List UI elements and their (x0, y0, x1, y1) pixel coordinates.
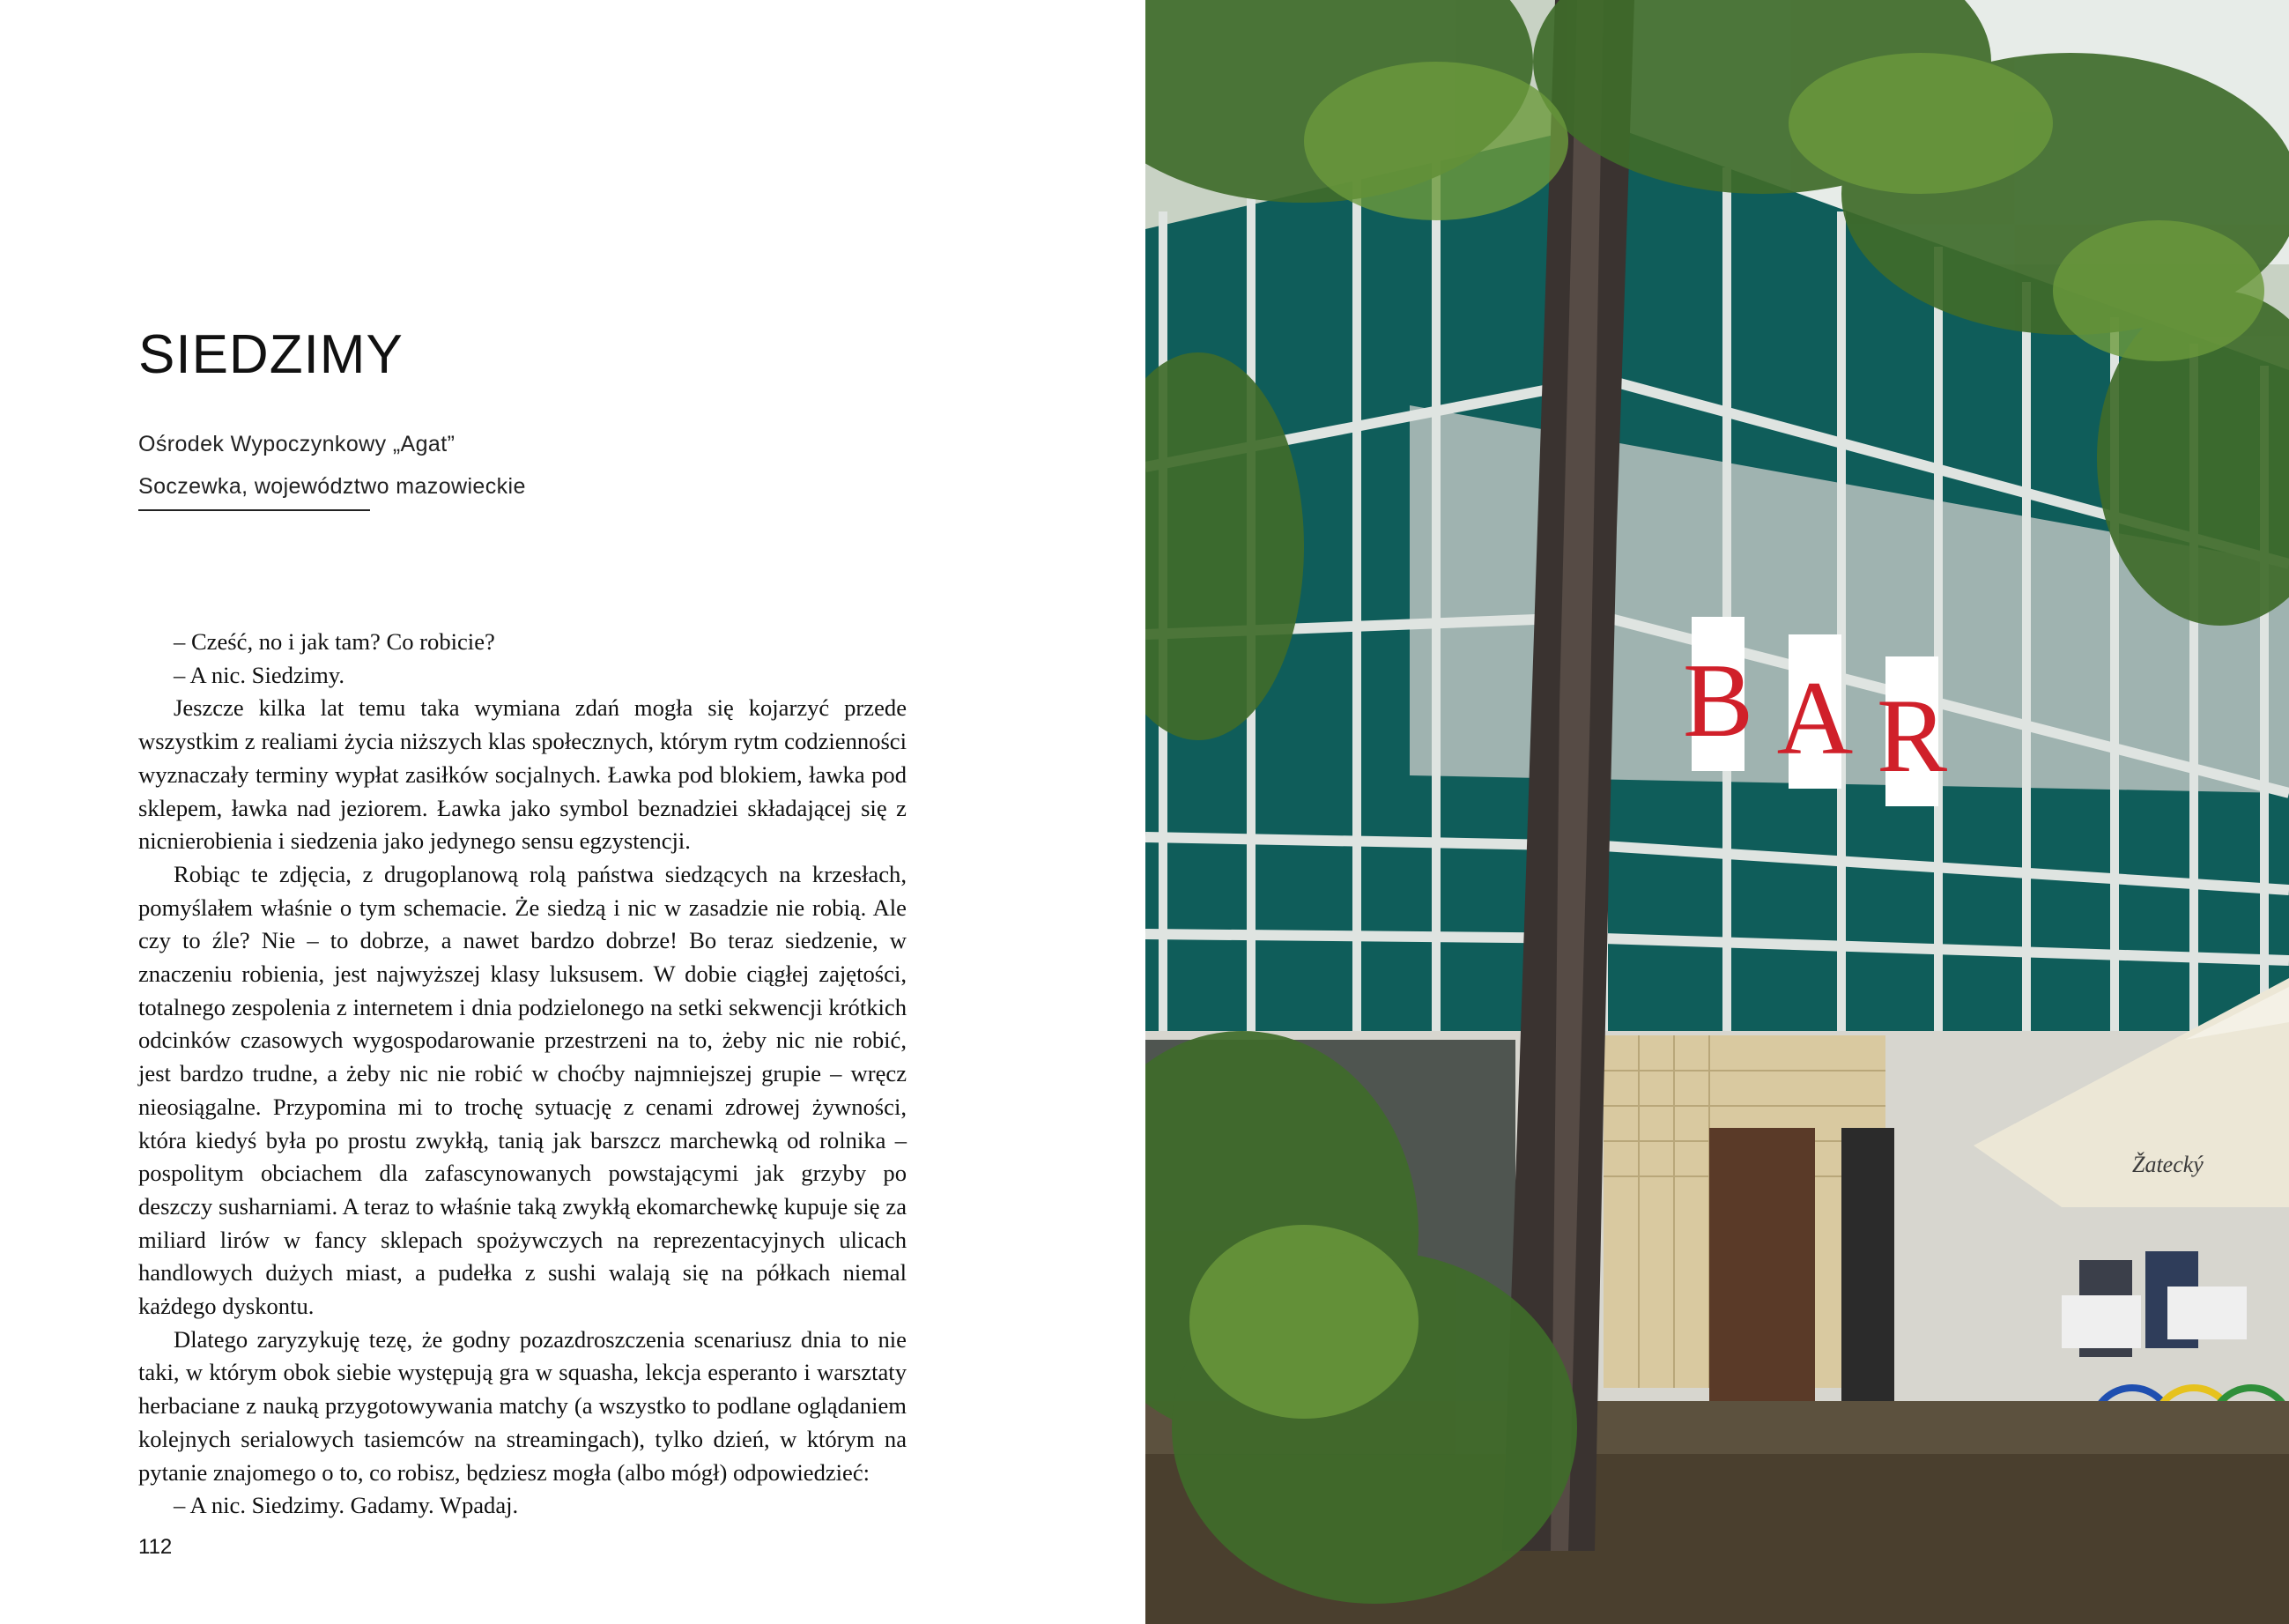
sign-letter-r: R (1876, 677, 1948, 794)
paragraph: Dlatego zaryzykuję tezę, że godny pozazdroszczenia scenariusz dnia to nie taki, w którym obok siebie występują gra w squasha, lekcja esperanto i warsztaty herbaciane z nauką przygotowywania matchy (a wszystko to podlane oglądaniem kolejnych serialowych tasiemców na streamingach), tylko dzień, w którym na pytanie znajomego o to, co robisz, będziesz mogła (albo mógł) odpowiedzieć: (138, 1325, 907, 1486)
sign-letter-a: A (1776, 659, 1854, 776)
page-title: SIEDZIMY (138, 324, 404, 385)
paragraph: – Cześć, no i jak tam? Co robicie? (174, 628, 495, 655)
subtitle (138, 423, 526, 508)
building-photo (1145, 0, 2289, 1624)
article-body (138, 626, 907, 1523)
umbrella-brand: Žatecký (2132, 1152, 2204, 1177)
subtitle-place: Ośrodek Wypoczynkowy „Agat” (138, 432, 456, 456)
paragraph: Jeszcze kilka lat temu taka wymiana zdań mogła się kojarzyć przede wszystkim z realiami życia niższych klas społecznych, którym rytm codzienności wyznaczały terminy wypłat zasiłków socjalnych. Ławka pod blokiem, ławka pod sklepem, ławka nad jeziorem. Ławka jako symbol beznadziei składającej się z nicnierobienia i siedzenia jako jedynego sensu egzystencji. (138, 694, 907, 855)
title-divider (138, 509, 370, 511)
subtitle-location: Soczewka, województwo mazowieckie (138, 474, 526, 499)
entrance-door (1709, 1128, 1815, 1410)
sign-letter-b: B (1682, 641, 1754, 759)
paragraph: – A nic. Siedzimy. Gadamy. Wpadaj. (174, 1492, 519, 1519)
page-number: 112 (138, 1535, 173, 1559)
paragraph: Robiąc te zdjęcia, z drugoplanową rolą państwa siedzących na krzesłach, pomyślałem właśnie o tym schemacie. Że siedzą i nic w zasadzie nie robią. Ale czy to źle? Nie – to dobrze, a nawet bardzo dobrze! Bo teraz siedzenie, w znaczeniu robienia, jest najwyższej klasy luksusem. W dobie ciągłej zajętości, totalnego zespolenia z internetem i dnia podzielonego na setki sekwencji krótkich odcinków czasowych wygospodarowanie przestrzeni na to, żeby nic nie robić, jest bardzo trudne, a żeby nic nie robić w choćby najmniejszej grupie – wręcz nieosiągalne. Przypomina mi to trochę sytuację z cenami zdrowej żywności, która kiedyś była po prostu zwykłą, tanią jak barszcz marchewką od rolnika – pospolitym obciachem dla zafascynowanych powstającymi jak grzyby po deszczy susharniami. A teraz to właśnie taką zwykłą ekomarchewkę kupuje się za miliard lirów w fancy sklepach spożywczych na reprezentacyjnych ulicach handlowych dużych miast, a pudełka z sushi walają się na półkach niemal każdego dyskontu. (138, 860, 907, 1320)
paragraph: – A nic. Siedzimy. (174, 661, 345, 688)
